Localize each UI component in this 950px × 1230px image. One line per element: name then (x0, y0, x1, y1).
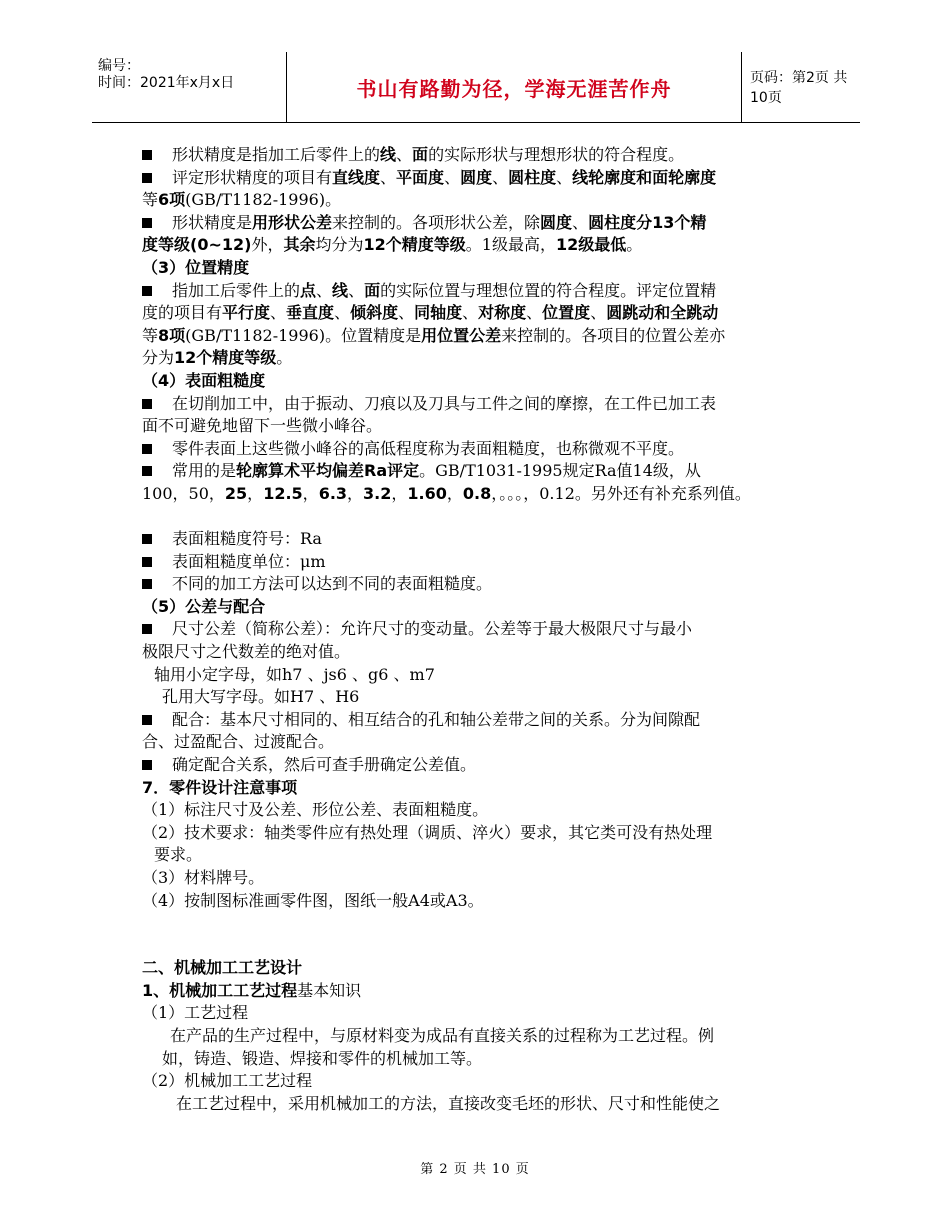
line-text: 等8项(GB/T1182-1996)。位置精度是用位置公差来控制的。各项目的位置公差亦 (142, 325, 726, 345)
bullet-square-icon (142, 760, 152, 770)
header-info-cell (92, 52, 286, 122)
line-text: 指加工后零件上的点、线、面的实际位置与理想位置的符合程度。评定位置精 (172, 280, 717, 300)
line-text: （2）技术要求：轴类零件应有热处理（调质、淬火）要求，其它类可没有热处理 (142, 822, 713, 842)
line-text: 轴用小定字母，如h7 、js6 、g6 、m7 (154, 664, 435, 684)
line-text: 不同的加工方法可以达到不同的表面粗糙度。 (172, 574, 493, 594)
line-text: （1）标注尺寸及公差、形位公差、表面粗糙度。 (142, 800, 489, 820)
text-line (142, 980, 822, 1003)
text-line (142, 686, 822, 709)
bullet-square-icon (142, 150, 152, 160)
page-footer: 第 2 页 共 10 页 (420, 1162, 530, 1177)
line-text: （1）工艺过程 (142, 1003, 249, 1023)
line-text: 常用的是轮廓算术平均偏差Ra评定。GB/T1031-1995规定Ra值14级，从 (172, 461, 701, 481)
header-motto: 书山有路勤为径，学海无涯苦作舟 (286, 52, 742, 122)
bullet-square-icon (142, 579, 152, 589)
line-text: （4）表面粗糙度 (142, 370, 266, 390)
text-line (142, 144, 822, 167)
bullet-square-icon (142, 399, 152, 409)
line-text: 形状精度是用形状公差来控制的。各项形状公差，除圆度、圆柱度分13个精 (172, 212, 707, 232)
text-line (142, 822, 822, 845)
line-text: （2）机械加工工艺过程 (142, 1071, 313, 1091)
text-line (142, 867, 822, 890)
text-line (142, 1070, 822, 1093)
header-page-number: 页码：第2页 共10页 (750, 70, 848, 106)
text-line (142, 1002, 822, 1025)
line-text: 评定形状精度的项目有直线度、平面度、圆度、圆柱度、线轮廓度和面轮廓度 (172, 167, 717, 187)
text-line (142, 664, 822, 687)
text-line (142, 799, 822, 822)
text-line (142, 596, 822, 619)
line-text: 分为12个精度等级。 (142, 348, 293, 368)
text-line (142, 483, 822, 506)
line-text: 确定配合关系，然后可查手册确定公差值。 (172, 755, 477, 775)
bullet-square-icon (142, 444, 152, 454)
line-text: 7．零件设计注意事项 (142, 777, 298, 797)
bullet-square-icon (142, 173, 152, 183)
bullet-square-icon (142, 534, 152, 544)
doc-number-label: 编号： (98, 58, 140, 74)
line-text: 等6项(GB/T1182-1996)。 (142, 190, 342, 210)
text-line (142, 280, 822, 303)
text-line (142, 370, 822, 393)
text-line (142, 573, 822, 596)
bullet-square-icon (142, 218, 152, 228)
text-line (142, 234, 822, 257)
line-text: 配合：基本尺寸相同的、相互结合的孔和轴公差带之间的关系。分为间隙配 (172, 709, 701, 729)
text-line (142, 460, 822, 483)
text-line (142, 347, 822, 370)
text-line (142, 167, 822, 190)
text-line (142, 1025, 822, 1048)
text-line (142, 189, 822, 212)
bullet-square-icon (142, 466, 152, 476)
line-text: 形状精度是指加工后零件上的线、面的实际形状与理想形状的符合程度。 (172, 145, 685, 164)
line-text: 在工艺过程中，采用机械加工的方法，直接改变毛坯的形状、尺寸和性能使之 (176, 1093, 721, 1113)
blank-line (142, 506, 822, 529)
line-text: 表面粗糙度符号：Ra (172, 529, 322, 549)
bullet-square-icon (142, 286, 152, 296)
line-text: 如，铸造、锻造、焊接和零件的机械加工等。 (162, 1048, 483, 1068)
text-line (142, 212, 822, 235)
doc-time-label: 时间：2021年x月x日 (98, 75, 235, 91)
text-line (142, 438, 822, 461)
line-text: 尺寸公差（简称公差）：允许尺寸的变动量。公差等于最大极限尺寸与最小 (172, 619, 693, 639)
line-text: 度等级(0~12)外，其余均分为12个精度等级。1级最高，12级最低。 (142, 235, 643, 255)
line-text: （4）按制图标准画零件图，图纸一般A4或A3。 (142, 890, 484, 910)
line-text: 度的项目有平行度、垂直度、倾斜度、同轴度、对称度、位置度、圆跳动和全跳动 (142, 303, 719, 323)
line-text: 孔用大写字母。如H7 、H6 (162, 687, 360, 707)
text-line (142, 302, 822, 325)
text-line (142, 890, 822, 913)
text-line (142, 1048, 822, 1071)
text-line (142, 551, 822, 574)
line-text: （3）材料牌号。 (142, 868, 265, 887)
line-text: 在切削加工中，由于振动、刀痕以及刀具与工件之间的摩擦，在工件已加工表 (172, 393, 717, 413)
line-text: 1、机械加工工艺过程基本知识 (142, 980, 362, 1000)
text-line (142, 415, 822, 438)
text-line (142, 257, 822, 280)
text-line (142, 528, 822, 551)
line-text: （5）公差与配合 (142, 596, 266, 616)
line-text: 要求。 (154, 845, 203, 865)
line-text: 在产品的生产过程中，与原材料变为成品有直接关系的过程称为工艺过程。例 (170, 1025, 715, 1045)
text-line (142, 957, 822, 980)
line-text: 极限尺寸之代数差的绝对值。 (142, 642, 351, 662)
line-text: 二、机械加工工艺设计 (142, 958, 303, 978)
text-line (142, 393, 822, 416)
line-text: 面不可避免地留下一些微小峰谷。 (142, 416, 383, 436)
text-line (142, 731, 822, 754)
text-line (142, 325, 822, 348)
document-body (142, 144, 822, 1115)
bullet-square-icon (142, 557, 152, 567)
line-text: 表面粗糙度单位：μm (172, 551, 326, 571)
text-line (142, 641, 822, 664)
page-header (92, 52, 860, 123)
bullet-square-icon (142, 624, 152, 634)
blank-line (142, 912, 822, 957)
line-text: 零件表面上这些微小峰谷的高低程度称为表面粗糙度，也称微观不平度。 (172, 438, 685, 458)
text-line (142, 777, 822, 800)
text-line (142, 618, 822, 641)
text-line (142, 844, 822, 867)
bullet-square-icon (142, 715, 152, 725)
line-text: 合、过盈配合、过渡配合。 (142, 732, 335, 752)
text-line (142, 709, 822, 732)
line-text: 100，50，25，12.5，6.3，3.2，1.60，0.8，。。。，0.12。另外还有补充系列值。 (142, 483, 751, 503)
text-line (142, 1093, 822, 1116)
text-line (142, 754, 822, 777)
line-text: （3）位置精度 (142, 257, 250, 277)
